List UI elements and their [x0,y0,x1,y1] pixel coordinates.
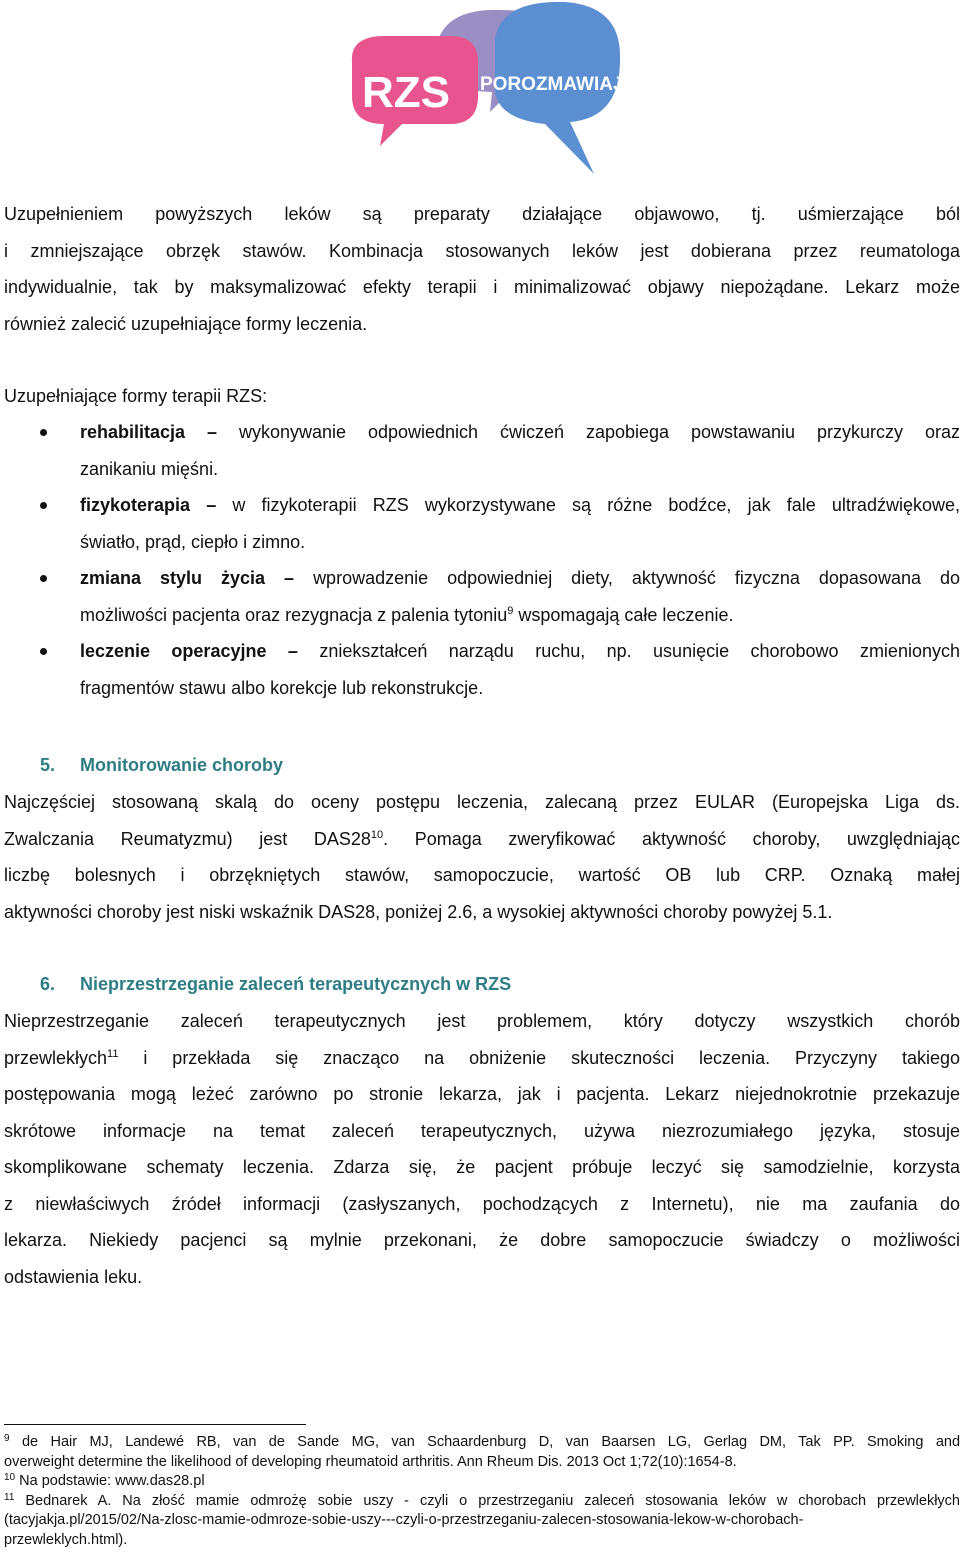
bullet-term: zmiana stylu życia [80,568,266,588]
therapy-forms-list [0,414,960,706]
bullet-term: fizykoterapia [80,495,191,515]
bullet-icon [40,648,47,655]
forms-title: Uzupełniające formy terapii RZS: [4,386,268,406]
intro-line: i zmniejszające obrzęk stawów. Kombinacja stosowanych leków jest dobierana przez reumatologa [4,240,960,261]
list-item: fizykoterapia – w fizykoterapii RZS wykorzystywane są różne bodźce, jak fale ultradźwiękowe, światło, prąd, ciepło i zimno. [0,487,960,560]
bullet-icon [40,575,47,582]
list-item: rehabilitacja – wykonywanie odpowiednich ćwiczeń zapobiega powstawaniu przykurczy oraz zanikaniu mięśni. [0,414,960,487]
logo-rzs-text: RZS [362,68,450,117]
footnote-10: $^{10}$ Na podstawie: www.das28.pl [4,1472,205,1489]
footnote-9: $^9$ de Hair MJ, Landewé RB, van de Sande MG, van Schaardenburg D, van Baarsen LG, Gerlag DM, Tak PP. Smoking and overweight determine the likelihood of developing rheumatoid arthritis. Ann Rheum Dis. 2013 Oct 1;72(10):1654-8. [4,1433,960,1470]
bullet-term: rehabilitacja [80,422,186,442]
section-6-heading: 6. Nieprzestrzeganie zaleceń terapeutycznych w RZS [40,974,512,994]
intro-line: indywidualnie, tak by maksymalizować efekty terapii i minimalizować objawy niepożądane. Lekarz może [4,277,960,297]
section-5-paragraph: Najczęściej stosowaną skalą do oceny postępu leczenia, zalecaną przez EULAR (Europejska Liga ds. Zwalczania Reumatyzmu) jest $DAS28^{10}$. Pomaga zweryfikować aktywność choroby, uwzględniając liczbę bolesnych i obrzękniętych stawów, samopoczucie, wartość OB lub CRP. Oznaką małej aktywności choroby jest niski wskaźnik DAS28, poniżej 2.6, a wysokiej aktywności choroby powyżej 5.1. [4,792,960,922]
section-6-paragraph: Nieprzestrzeganie zaleceń terapeutycznych jest problemem, który dotyczy wszystkich chorób przewlekłych$^{11}$ i przekłada się znacząco na obniżenie skuteczności leczenia. Przyczyny takiego postępowania mogą leżeć zarówno po stronie lekarza, jak i pacjenta. Lekarz niejednokrotnie przekazuje skrótowe informacje na temat zaleceń terapeutycznych, używa niezrozumiałego języka, stosuje skomplikowane schematy leczenia. Zdarza się, że pacjent próbuje leczyć się samodzielnie, korzysta z niewłaściwych źródeł informacji (zasłyszanych, pochodzących z Internetu), nie ma zaufania do lekarza. Niekiedy pacjenci są mylnie przekonani, że dobre samopoczucie świadczy o możliwości odstawienia leku. [4,1011,960,1287]
bullet-icon [40,429,47,436]
rzs-porozmawiajmy-logo [340,0,653,180]
bullet-icon [40,502,47,509]
section-5-heading: 5. Monitorowanie choroby [40,755,284,775]
footnote-divider [4,1424,306,1425]
logo-porozmawiajmy-text: POROZMAWIAJMY [480,74,653,95]
footnote-ref[interactable]: 11 [107,1047,119,1060]
list-item: zmiana stylu życia – wprowadzenie odpowiedniej diety, aktywność fizyczna dopasowana do możliwości pacjenta oraz rezygnacja z palenia tytoniu$^9$ wspomagają całe leczenie. [0,560,960,633]
footnote-11: $^{11}$ Bednarek A. Na złość mamie odmrożę sobie uszy - czyli o przestrzeganiu zaleceń stosowania leków w chorobach przewlekłych (tacyjakja.pl/2015/02/Na-zlosc-mamie-odmroze-sobie-uszy---czyli-o-przestrzeganiu-zalecen-stosowania-lekow-w-chorobach- przewleklych.html). [4,1491,960,1548]
intro-line: Uzupełnieniem powyższych leków są preparaty działające objawowo, tj. uśmierzające ból [4,204,960,224]
footnote-ref[interactable]: 10 [370,828,384,841]
intro-paragraph [4,196,960,342]
footnotes [4,1433,960,1550]
intro-line: również zalecić uzupełniające formy leczenia. [4,313,368,334]
bullet-term: leczenie operacyjne [80,641,267,661]
list-item: leczenie operacyjne – zniekształceń narządu ruchu, np. usunięcie chorobowo zmienionych fragmentów stawu albo korekcje lub rekonstrukcje. [0,633,960,706]
footnote-ref[interactable]: 9 [507,604,514,617]
